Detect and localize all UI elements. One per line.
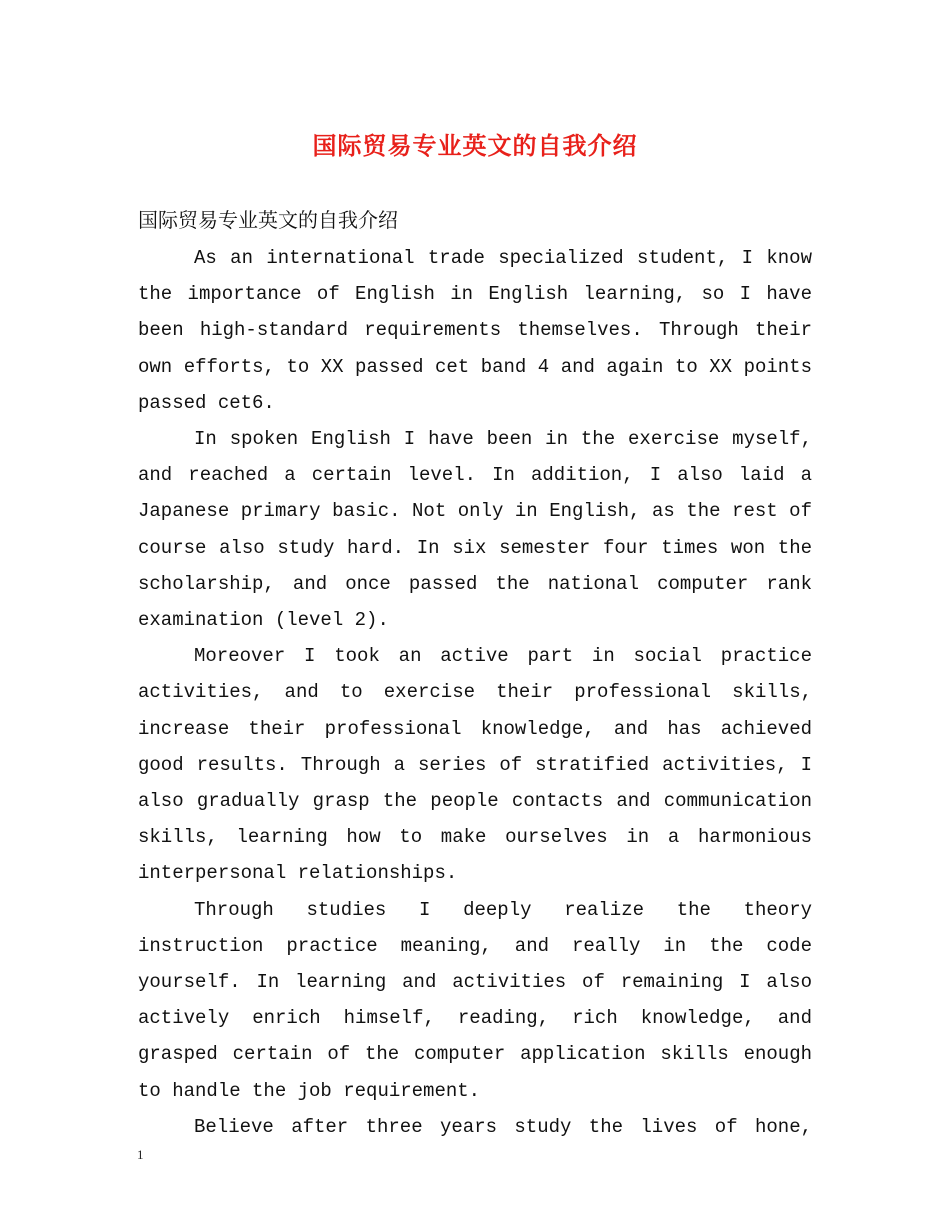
paragraph-5: Believe after three years study the lives of hone,: [194, 1115, 812, 1138]
page-number: 1: [137, 1147, 144, 1162]
document-title: 国际贸易专业英文的自我介绍: [312, 131, 638, 160]
paragraph-2: In spoken English I have been in the exercise myself, and reached a certain level. In addition, I also laid a Japanese primary basic. Not only in English, as the rest of course also study hard. In six semester four times won the scholarship, and once passed the national computer rank examination (level 2).: [138, 428, 812, 632]
paragraph-3: Moreover I took an active part in social practice activities, and to exercise their professional skills, increase their professional knowledge, and has achieved good results. Through a series of stratified activities, I also gradually grasp the people contacts and communication skills, learning how to make ourselves in a harmonious interpersonal relationships.: [138, 645, 812, 885]
document-body: [138, 200, 812, 1145]
document-subtitle: 国际贸易专业英文的自我介绍: [138, 208, 398, 232]
paragraph-4: Through studies I deeply realize the theory instruction practice meaning, and really in the code yourself. In learning and activities of remaining I also actively enrich himself, reading, rich knowledge, and grasped certain of the computer application skills enough to handle the job requirement.: [138, 898, 812, 1102]
paragraph-1: As an international trade specialized student, I know the importance of English in English learning, so I have been high-standard requirements themselves. Through their own efforts, to XX passed cet band 4 and again to XX points passed cet6.: [138, 247, 812, 414]
